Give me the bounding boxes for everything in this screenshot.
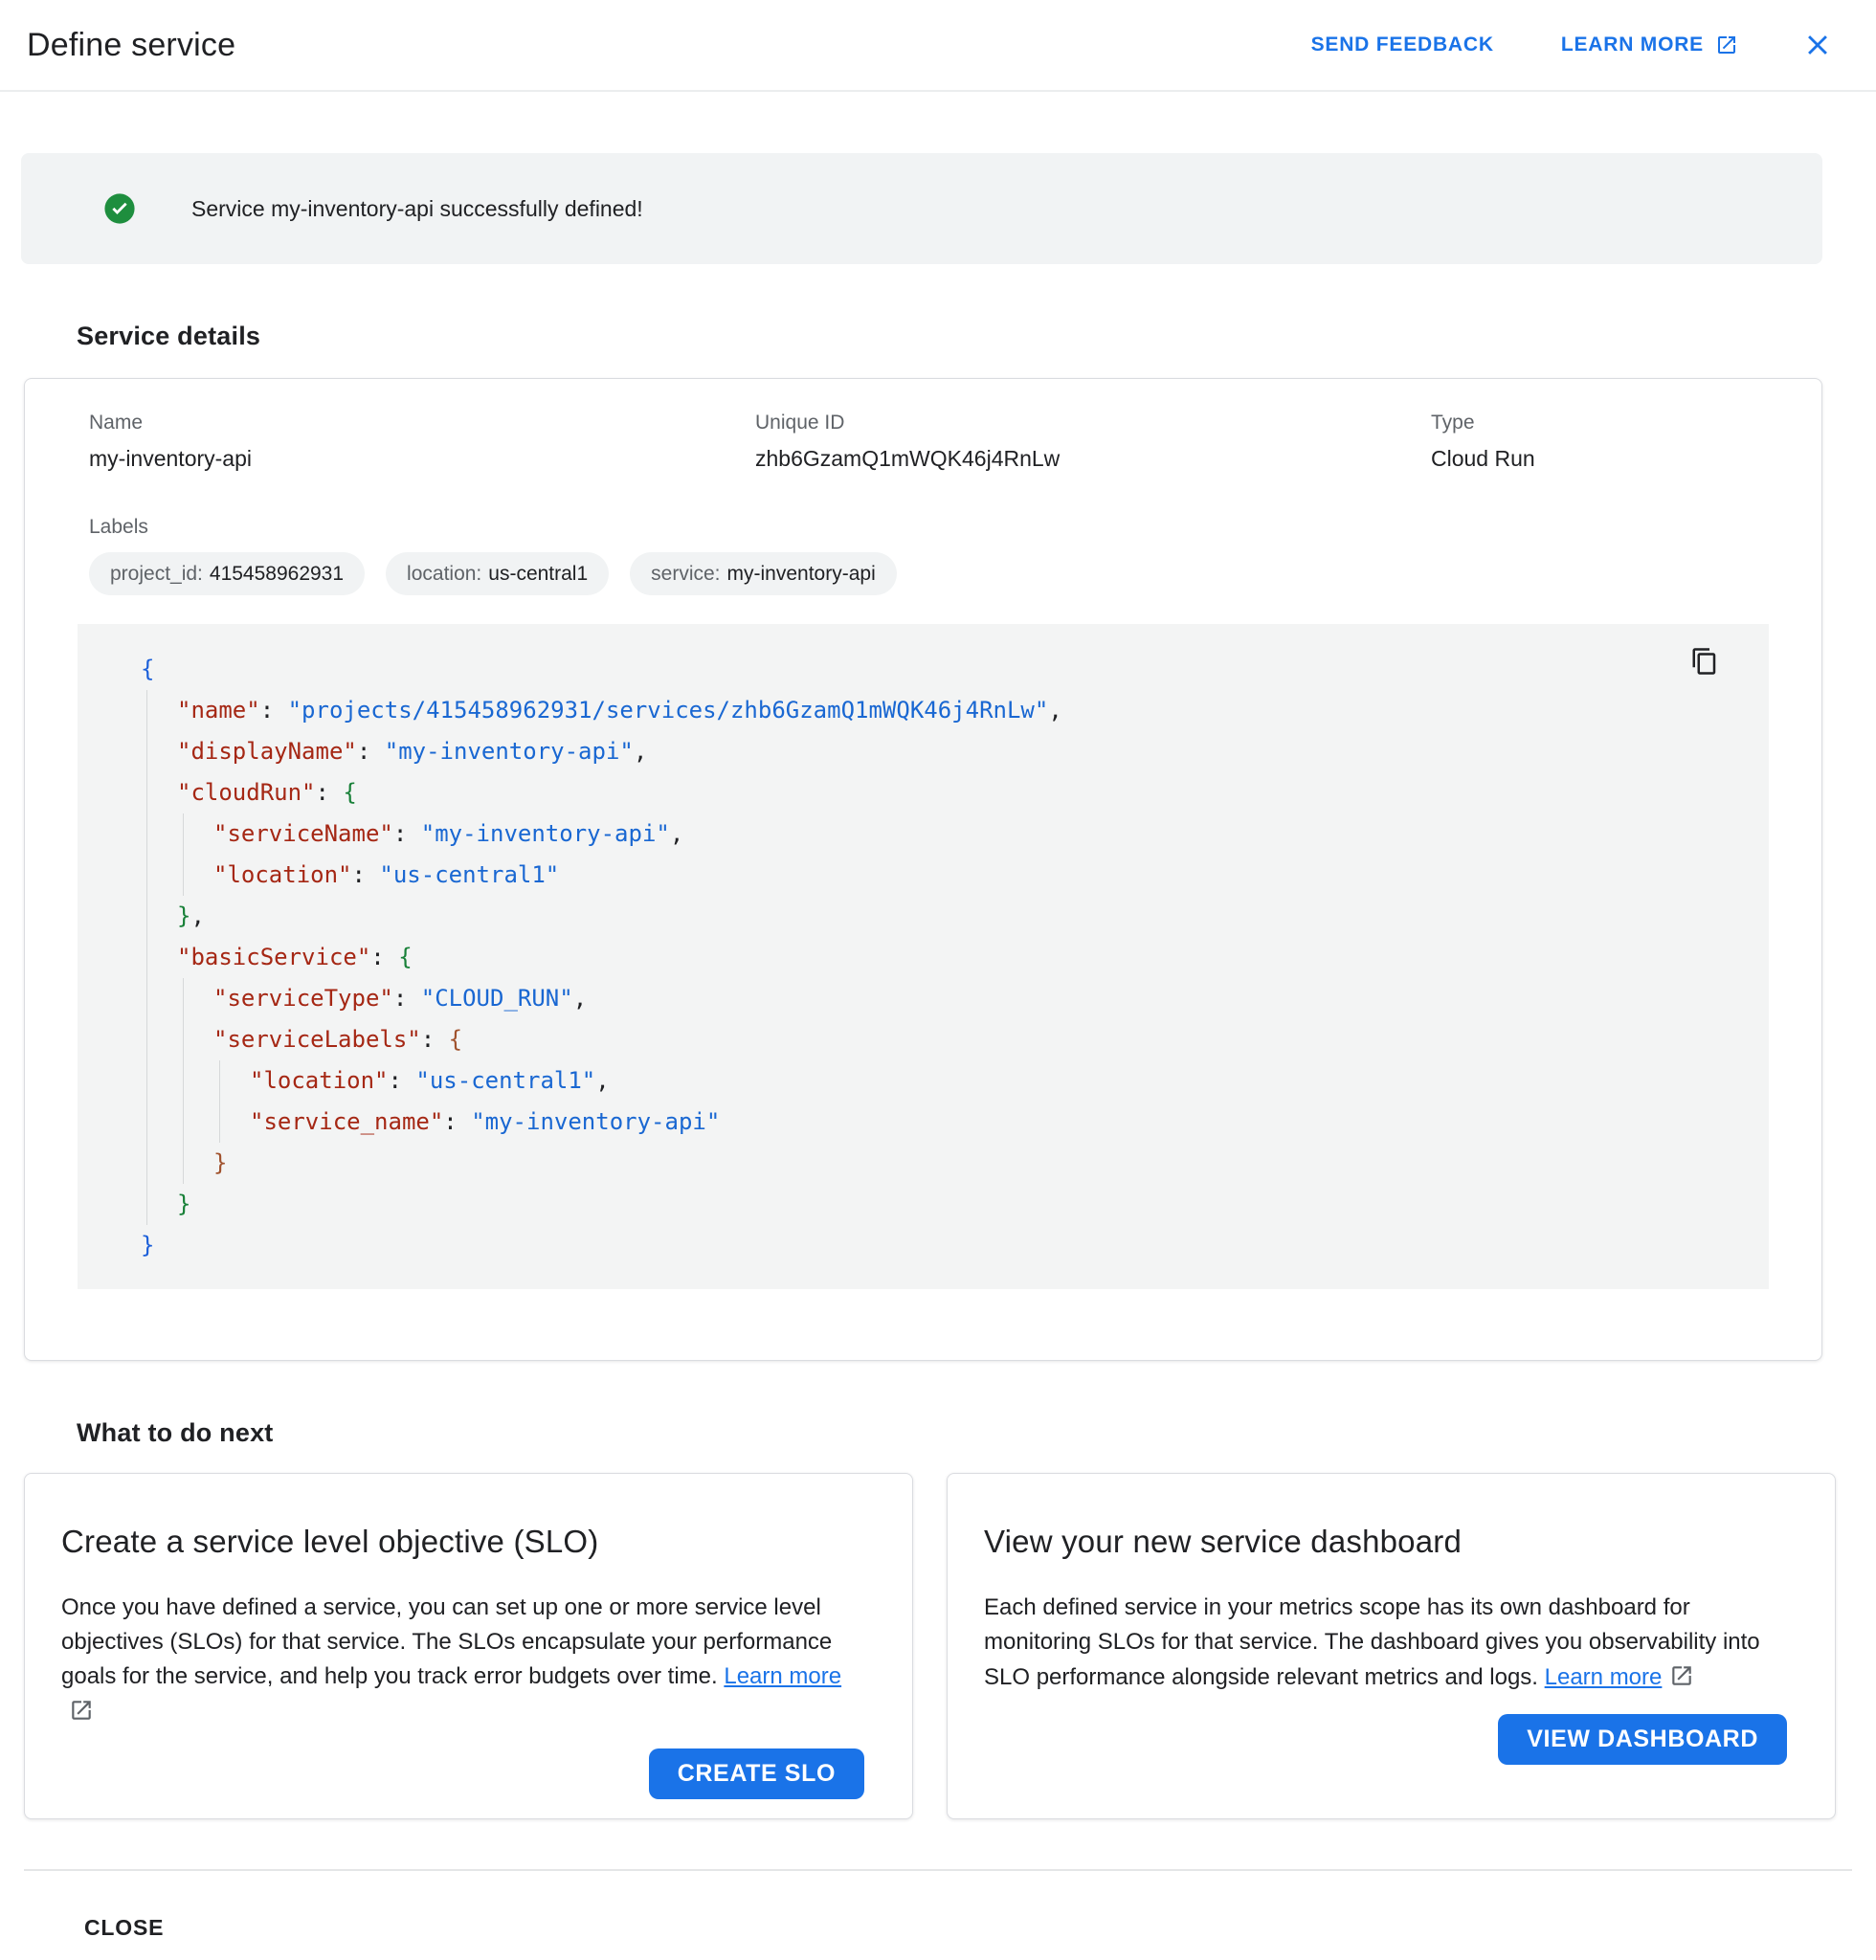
field-type-label: Type: [1431, 412, 1475, 434]
json-code-line: },: [78, 896, 1769, 937]
view-dashboard-button-row: [984, 1714, 1787, 1765]
create-slo-button[interactable]: CREATE SLO: [649, 1748, 864, 1799]
page-title: Define service: [27, 26, 236, 63]
json-code-line: "serviceLabels": {: [78, 1019, 1769, 1060]
json-code: [78, 649, 1769, 1266]
label-chip-service: [630, 552, 897, 595]
label-chip-location: [386, 552, 609, 595]
json-code-line: "serviceType": "CLOUD_RUN",: [78, 978, 1769, 1019]
json-code-line: {: [141, 656, 155, 682]
chip-value: us-central1: [488, 562, 589, 585]
chip-value: my-inventory-api: [726, 562, 876, 585]
json-code-line: "basicService": {: [78, 937, 1769, 978]
open-in-new-icon: [69, 1703, 94, 1728]
label-chips: [89, 552, 1769, 595]
create-slo-title: Create a service level objective (SLO): [61, 1524, 599, 1559]
json-code-line: }: [78, 1184, 1769, 1225]
view-dashboard-text: Each defined service in your metrics scope has its own dashboard for monitoring SLOs for that service. The dashboard gives you observability into SLO performance alongside relevant metrics and logs.: [984, 1594, 1760, 1690]
success-banner: [21, 153, 1822, 264]
chip-key: service:: [651, 562, 721, 585]
success-message: Service my-inventory-api successfully defined!: [191, 195, 643, 221]
field-name: [89, 412, 755, 472]
json-code-line: "name": "projects/415458962931/services/zhb6GzamQ1mWQK46j4RnLw",: [78, 690, 1769, 731]
json-code-line: }: [141, 1232, 155, 1258]
create-slo-card: [24, 1473, 913, 1819]
json-code-line: "service_name": "my-inventory-api": [78, 1102, 1769, 1143]
view-dashboard-learn-more-link[interactable]: Learn more: [1544, 1664, 1663, 1690]
field-name-label: Name: [89, 412, 144, 434]
close-icon[interactable]: [1801, 29, 1834, 61]
chip-key: location:: [407, 562, 482, 585]
field-unique-id: [755, 412, 1431, 472]
label-chip-project-id: [89, 552, 365, 595]
create-slo-text: Once you have defined a service, you can set up one or more service level objectives (SLOs) for that service. The SLOs encapsulate your performance goals for the service, and help you track error budgets over time.: [61, 1594, 833, 1689]
learn-more-label: LEARN MORE: [1560, 33, 1704, 56]
service-json-block: [78, 624, 1769, 1289]
json-code-line: "location": "us-central1",: [78, 1060, 1769, 1102]
service-details-card: [24, 378, 1822, 1361]
chip-key: project_id:: [110, 562, 203, 585]
send-feedback-label: SEND FEEDBACK: [1310, 33, 1494, 56]
service-details-heading: Service details: [77, 322, 261, 350]
field-name-value: my-inventory-api: [89, 446, 252, 471]
service-fields: [78, 412, 1769, 472]
check-circle-icon: [103, 192, 136, 225]
json-code-line: "displayName": "my-inventory-api",: [78, 731, 1769, 772]
dialog-header: [0, 0, 1876, 92]
json-code-line: "serviceName": "my-inventory-api",: [78, 813, 1769, 855]
footer-divider: [24, 1869, 1852, 1871]
json-code-line: "cloudRun": {: [78, 772, 1769, 813]
what-to-do-next-heading: What to do next: [77, 1418, 274, 1447]
close-button[interactable]: CLOSE: [84, 1915, 165, 1940]
field-unique-id-value: zhb6GzamQ1mWQK46j4RnLw: [755, 446, 1061, 471]
field-unique-id-label: Unique ID: [755, 412, 845, 434]
view-dashboard-card: [947, 1473, 1836, 1819]
create-slo-learn-more-link[interactable]: Learn more: [724, 1663, 842, 1689]
view-dashboard-body: [984, 1591, 1787, 1695]
json-code-line: "location": "us-central1": [78, 855, 1769, 896]
field-type: [1431, 412, 1769, 472]
chip-value: 415458962931: [209, 562, 345, 585]
view-dashboard-title: View your new service dashboard: [984, 1524, 1463, 1559]
json-code-line: }: [78, 1143, 1769, 1184]
open-in-new-icon: [1669, 1668, 1694, 1694]
create-slo-body: [61, 1591, 864, 1729]
labels-section: [78, 516, 1769, 595]
learn-more-button[interactable]: [1561, 33, 1738, 56]
labels-heading: Labels: [89, 516, 148, 538]
view-dashboard-button[interactable]: VIEW DASHBOARD: [1498, 1714, 1787, 1765]
send-feedback-button[interactable]: [1311, 33, 1494, 56]
field-type-value: Cloud Run: [1431, 446, 1535, 471]
open-in-new-icon: [1715, 33, 1738, 56]
next-steps-cards: [24, 1473, 1836, 1819]
create-slo-button-row: [61, 1748, 864, 1799]
content-copy-icon[interactable]: [1690, 647, 1719, 676]
